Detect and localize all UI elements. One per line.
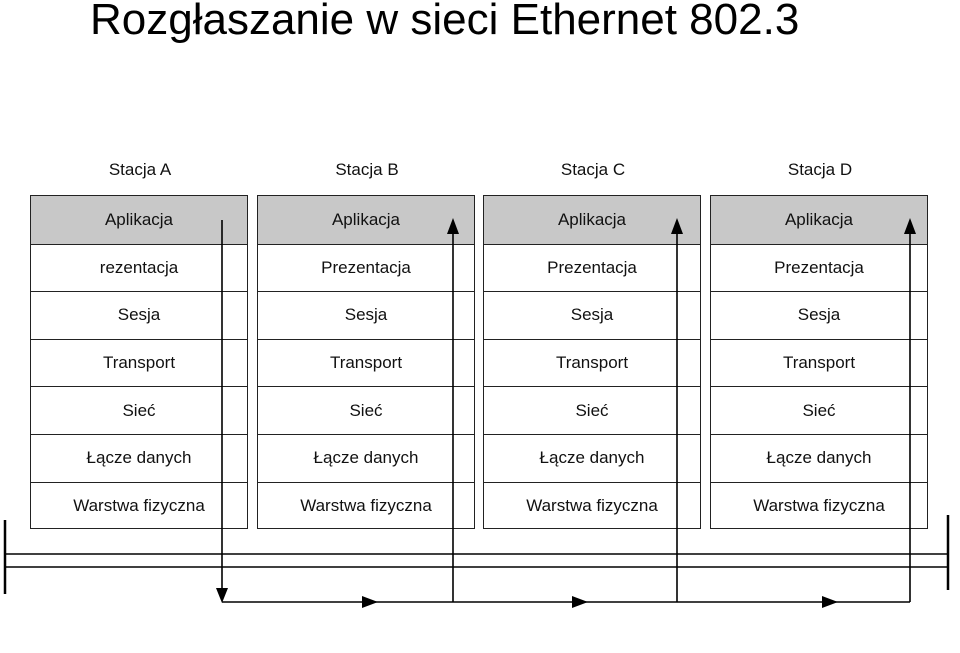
station-d-up-arrowhead [904,218,916,234]
broadcast-arrowhead-3 [822,596,838,608]
layer-data-link: Łącze danych [711,434,927,482]
slide-title: Rozgłaszanie w sieci Ethernet 802.3 [90,0,800,44]
layer-data-link: Łącze danych [31,434,247,482]
station-b-label: Stacja B [335,160,399,179]
layer-session: Sesja [258,291,474,339]
layer-presentation: rezentacja [31,244,247,292]
layer-session: Sesja [711,291,927,339]
layer-physical: Warstwa fizyczna [484,482,700,530]
layer-application: Aplikacja [484,196,700,244]
layer-physical: Warstwa fizyczna [31,482,247,530]
station-b-up-arrowhead [447,218,459,234]
station-a-label: Stacja A [108,160,172,179]
layer-data-link: Łącze danych [258,434,474,482]
layer-network: Sieć [258,386,474,434]
layer-presentation: Prezentacja [711,244,927,292]
layer-network: Sieć [711,386,927,434]
station-a-down-arrowhead [216,588,228,603]
layer-transport: Transport [258,339,474,387]
broadcast-arrowhead-1 [362,596,378,608]
layer-transport: Transport [711,339,927,387]
layer-presentation: Prezentacja [484,244,700,292]
layer-network: Sieć [31,386,247,434]
layer-application: Aplikacja [31,196,247,244]
layer-data-link: Łącze danych [484,434,700,482]
layer-physical: Warstwa fizyczna [711,482,927,530]
layer-application: Aplikacja [711,196,927,244]
station-c-label: Stacja C [560,160,626,179]
layer-transport: Transport [31,339,247,387]
layer-application: Aplikacja [258,196,474,244]
layer-network: Sieć [484,386,700,434]
layer-transport: Transport [484,339,700,387]
layer-session: Sesja [31,291,247,339]
layer-presentation: Prezentacja [258,244,474,292]
broadcast-arrowhead-2 [572,596,588,608]
station-c-up-arrowhead [671,218,683,234]
layer-physical: Warstwa fizyczna [258,482,474,530]
station-d-label: Stacja D [787,160,853,179]
layer-session: Sesja [484,291,700,339]
